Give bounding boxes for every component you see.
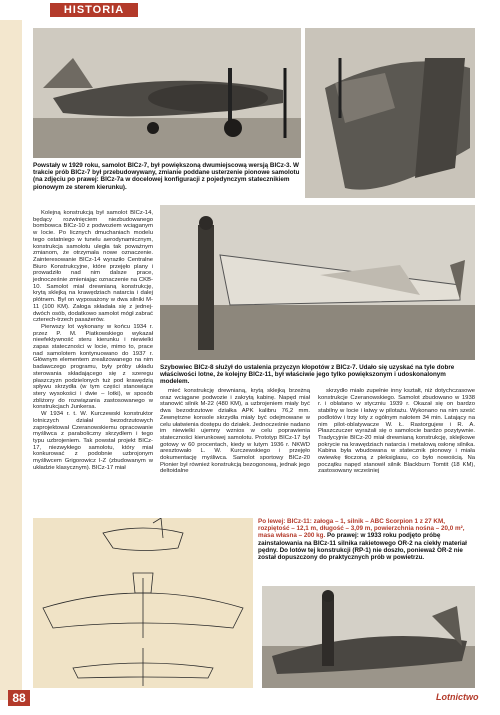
section-title: HISTORIA <box>50 3 138 17</box>
drawing-bicz11-schematic <box>33 518 253 688</box>
caption-rp1: Po prawej: w 1933 roku podjęto próbę zainstalowania na BICz-11 silnika rakietowego OR-2 na ciekły materiał pędny. Do lotów tej konstrukcji (RP-1) nie doszło, ponieważ OR-2 nie został dopuszczony do praktycznych prób w powietrzu. <box>258 532 467 562</box>
body-column-3 <box>318 388 475 475</box>
magazine-logo: Lotnictwo <box>436 692 479 702</box>
photo-bicz8-glider <box>160 205 475 360</box>
page-number: 88 <box>8 690 30 706</box>
caption-top: Powstały w 1929 roku, samolot BICz-7, był powiększoną dwumiejscową wersją BICz-3. W trakcie prób BICz-7 był przebudowywany, zmianie poddane usterzenie pionowe samolotu (na zdjęciu po prawej: BICz-7a w docelowej konfiguracji z pojedynczym statecznikiem pionowym ze sterem kierunku). <box>33 162 300 191</box>
photo-bicz7a <box>305 28 475 198</box>
caption-bicz11 <box>258 518 475 561</box>
body-column-2 <box>160 388 310 475</box>
caption-bicz11-specs: Po lewej: BICz-11: załoga – 1, silnik – ABC Scorpion 1 z 27 KM, rozpiętość – 12,1 m, długość – 3,09 m, powierzchnia nośna – 20,0 m², masa własna – 200 kg. <box>258 518 465 540</box>
paragraph: W 1934 r. t. W. Kurczewski konstruktor lotniczych działał bezodrzutowych zaprojektował Czeranowskiemu opracowanie myśliwca z paraboliczny skrzydłem i tego typu uzbrojeniem. Tak powstał projekt BICz-17, niezwykłego samolotu, który miał konkurować z podobnie uzbrojonym myśliwcem Grigorowicz I-Z (zbudowanym w układzie klasycznym). BICz-17 miał <box>33 411 153 471</box>
body-column-1 <box>33 210 153 471</box>
photo-bicz7 <box>33 28 301 158</box>
caption-glider: Szybowiec BICz-8 służył do ustalenia przyczyn kłopotów z BICz-7. Udało się uzyskać na tyle dobre właściwości lotne, że kolejny BICz-11, był właściwie jego tylko powiększonym i udoskonalonym modelem. <box>160 364 455 386</box>
side-strip <box>0 20 22 700</box>
photo-bicz11 <box>262 586 475 688</box>
paragraph: skrzydło miało zupełnie inny kształt, niż dotychczasowe konstrukcje Czeranowskiego. Samolot zbudowano w 1938 r. i oblatano w styczniu 1939 r. Okazał się on bardzo stabilny w locie i łatwy w pilotażu. Wykonano na nim sześć podlotów i trzy loty z ogólnym nalotem 34 min. Latający na nim pilot-oblatywacze W. Ł. Rastorgujew i R. A. Płaszczuczer wyrażali się o samolocie bardzo pozytywnie. Tradycyjnie BICz-20 miał drewnianą konstrukcję, sklejkowe pokrycie na krawędziach natarcia i metalową osłonę silnika. Kabina była wbudowana w statecznik pionowy i miała owiewkę tłoczoną z pleksiglasu, co było nowością. Na początku napęd stanowił silnik Blackburn Tomtit (18 KM), zastosowany wcześniej <box>318 388 475 475</box>
paragraph: Pierwszy lot wykonany w końcu 1934 r. przez P. M. Piatkowskiego wykazał nieefektywność steru kierunku i niewielki zapas stateczności w locie, mimo to, prace nad samolotem kontynuowano do 1937 r. Głównym elementem zrealizowanego na nim badawczego programu, były próby układu sterowania składającego się z szeregu płaszczyzn podzielonych tuż pod krawędzią spływu skrzydła (w tym części stanowiące stery wysokości i dwie – lotki), w sposób zbliżony do rozwiązania zastosowanego w konstrukcjach Junkersa. <box>33 323 153 411</box>
paragraph: mieć konstrukcję drewnianą, krytą sklejką brzeżną oraz wciągane podwozie i zakrytą kabinę. Napęd miał stanowić silnik M-22 (480 KM), a uzbrojeniem miały być dwa bezodrzutowe działka APK kalibru 76,2 mm. Zewnętrzne konsole skrzydła miały być odejmowane w celu ułatwienia dostępu do działek. Jednocześnie nadano im niewielki ujemny wznios w celu poprawienia stateczności kierunkowej samolotu. Prototyp BICz-17 był gotowy w 60 procentach, kiedy w lutym 1936 r. NKWD aresztowało L. W. Kurczewskiego i przejęło dokumentację myśliwca. Samolot sportowy BICz-20 Pionier był również konstrukcją bezogonową, jednak jego deltoidalne <box>160 388 310 475</box>
paragraph: Kolejną konstrukcją był samolot BICz-14, będący rozwinięciem niezbudowanego bombowca BICz-10 z podwoziem wciąganym w locie. Po licznych dmuchaniach modelu tego ostatniego w tunelu aerodynamicznym, konstrukcja samolotu uległa tak poważnym zmianom, że otrzymała nowe oznaczenie. Zainteresowanie BICz-14 wyraziło Centralne Biuro Konstrukcyjne, które przejęło plany i prowadziło nad nim dalsze prace, jednocześnie zmieniając oznaczenie na CKB-10. Samolot miał drewnianą konstrukcję, krytą sklejką na krawędziach natarcia i dalej płótnem. Był on wyposażony w dwa silniki M-11 (100 KM). Załoga składała się z jednej-dwóch osób, dodatkowo samolot mógł zabrać czterech-trzech pasażerów. <box>33 210 153 324</box>
